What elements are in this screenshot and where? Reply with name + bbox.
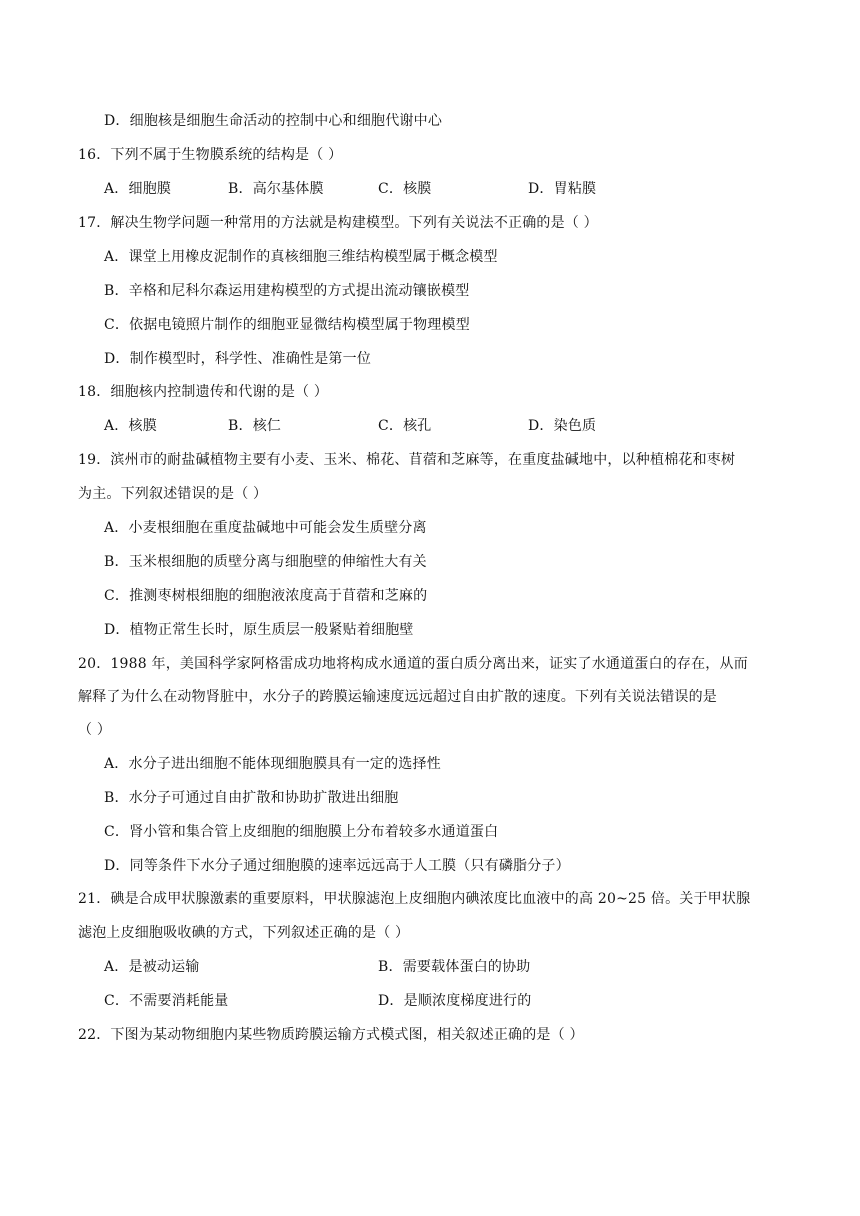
q20-option-c: C．肾小管和集合管上皮细胞的细胞膜上分布着较多水通道蛋白 (104, 824, 499, 840)
q17-option-b: B．辛格和尼科尔森运用建构模型的方式提出流动镶嵌模型 (104, 283, 470, 299)
q16-stem: 16．下列不属于生物膜系统的结构是（ ） (78, 147, 343, 163)
q18-option-d: D．染色质 (528, 418, 597, 434)
q20-option-b: B．水分子可通过自由扩散和协助扩散进出细胞 (104, 790, 399, 806)
q16-option-c: C．核膜 (378, 181, 432, 197)
q21-option-c: C．不需要消耗能量 (104, 993, 229, 1009)
q19-stem-line1: 19．滨州市的耐盐碱植物主要有小麦、玉米、棉花、苜蓿和芝麻等，在重度盐碱地中，以种植棉花和枣树 (78, 452, 736, 468)
q19-option-c: C．推测枣树根细胞的细胞液浓度高于苜蓿和芝麻的 (104, 588, 428, 604)
q20-stem-line3: （ ） (78, 722, 112, 738)
q21-stem-line1: 21．碘是合成甲状腺激素的重要原料，甲状腺滤泡上皮细胞内碘浓度比血液中的高 20~25 倍。关于甲状腺 (78, 891, 751, 907)
q19-stem-line2: 为主。下列叙述错误的是（ ） (78, 486, 268, 502)
q19-option-d: D．植物正常生长时，原生质层一般紧贴着细胞壁 (104, 622, 414, 638)
q20-option-a: A．水分子进出细胞不能体现细胞膜具有一定的选择性 (104, 756, 441, 772)
q17-option-c: C．依据电镜照片制作的细胞亚显微结构模型属于物理模型 (104, 317, 470, 333)
q17-option-d: D．制作模型时，科学性、准确性是第一位 (104, 351, 372, 367)
q19-option-b: B．玉米根细胞的质壁分离与细胞壁的伸缩性大有关 (104, 554, 427, 570)
q20-stem-line2: 解释了为什么在动物肾脏中，水分子的跨膜运输速度远远超过自由扩散的速度。下列有关说法错误的是 (78, 689, 717, 705)
q20-option-d: D．同等条件下水分子通过细胞膜的速率远远高于人工膜（只有磷脂分子） (104, 858, 570, 874)
q20-stem-line1: 20．1988 年，美国科学家阿格雷成功地将构成水通道的蛋白质分离出来，证实了水通道蛋白的存在，从而 (78, 656, 748, 672)
q15-option-d: D．细胞核是细胞生命活动的控制中心和细胞代谢中心 (104, 113, 443, 129)
q21-option-d: D．是顺浓度梯度进行的 (378, 993, 532, 1009)
q18-option-a: A．核膜 (104, 418, 157, 434)
q16-option-d: D．胃粘膜 (528, 181, 597, 197)
q17-stem: 17．解决生物学问题一种常用的方法就是构建模型。下列有关说法不正确的是（ ） (78, 215, 598, 231)
q18-option-c: C．核孔 (378, 418, 432, 434)
q22-stem: 22．下图为某动物细胞内某些物质跨膜运输方式模式图，相关叙述正确的是（ ） (78, 1027, 584, 1043)
q17-option-a: A．课堂上用橡皮泥制作的真核细胞三维结构模型属于概念模型 (104, 249, 498, 265)
q16-option-a: A．细胞膜 (104, 181, 172, 197)
q21-option-a: A．是被动运输 (104, 959, 200, 975)
q19-option-a: A．小麦根细胞在重度盐碱地中可能会发生质壁分离 (104, 520, 427, 536)
q16-option-b: B．高尔基体膜 (228, 181, 324, 197)
q21-option-b: B．需要载体蛋白的协助 (378, 959, 531, 975)
q21-stem-line2: 滤泡上皮细胞吸收碘的方式，下列叙述正确的是（ ） (78, 925, 410, 941)
q18-option-b: B．核仁 (228, 418, 282, 434)
q18-stem: 18．细胞核内控制遗传和代谢的是（ ） (78, 384, 329, 400)
